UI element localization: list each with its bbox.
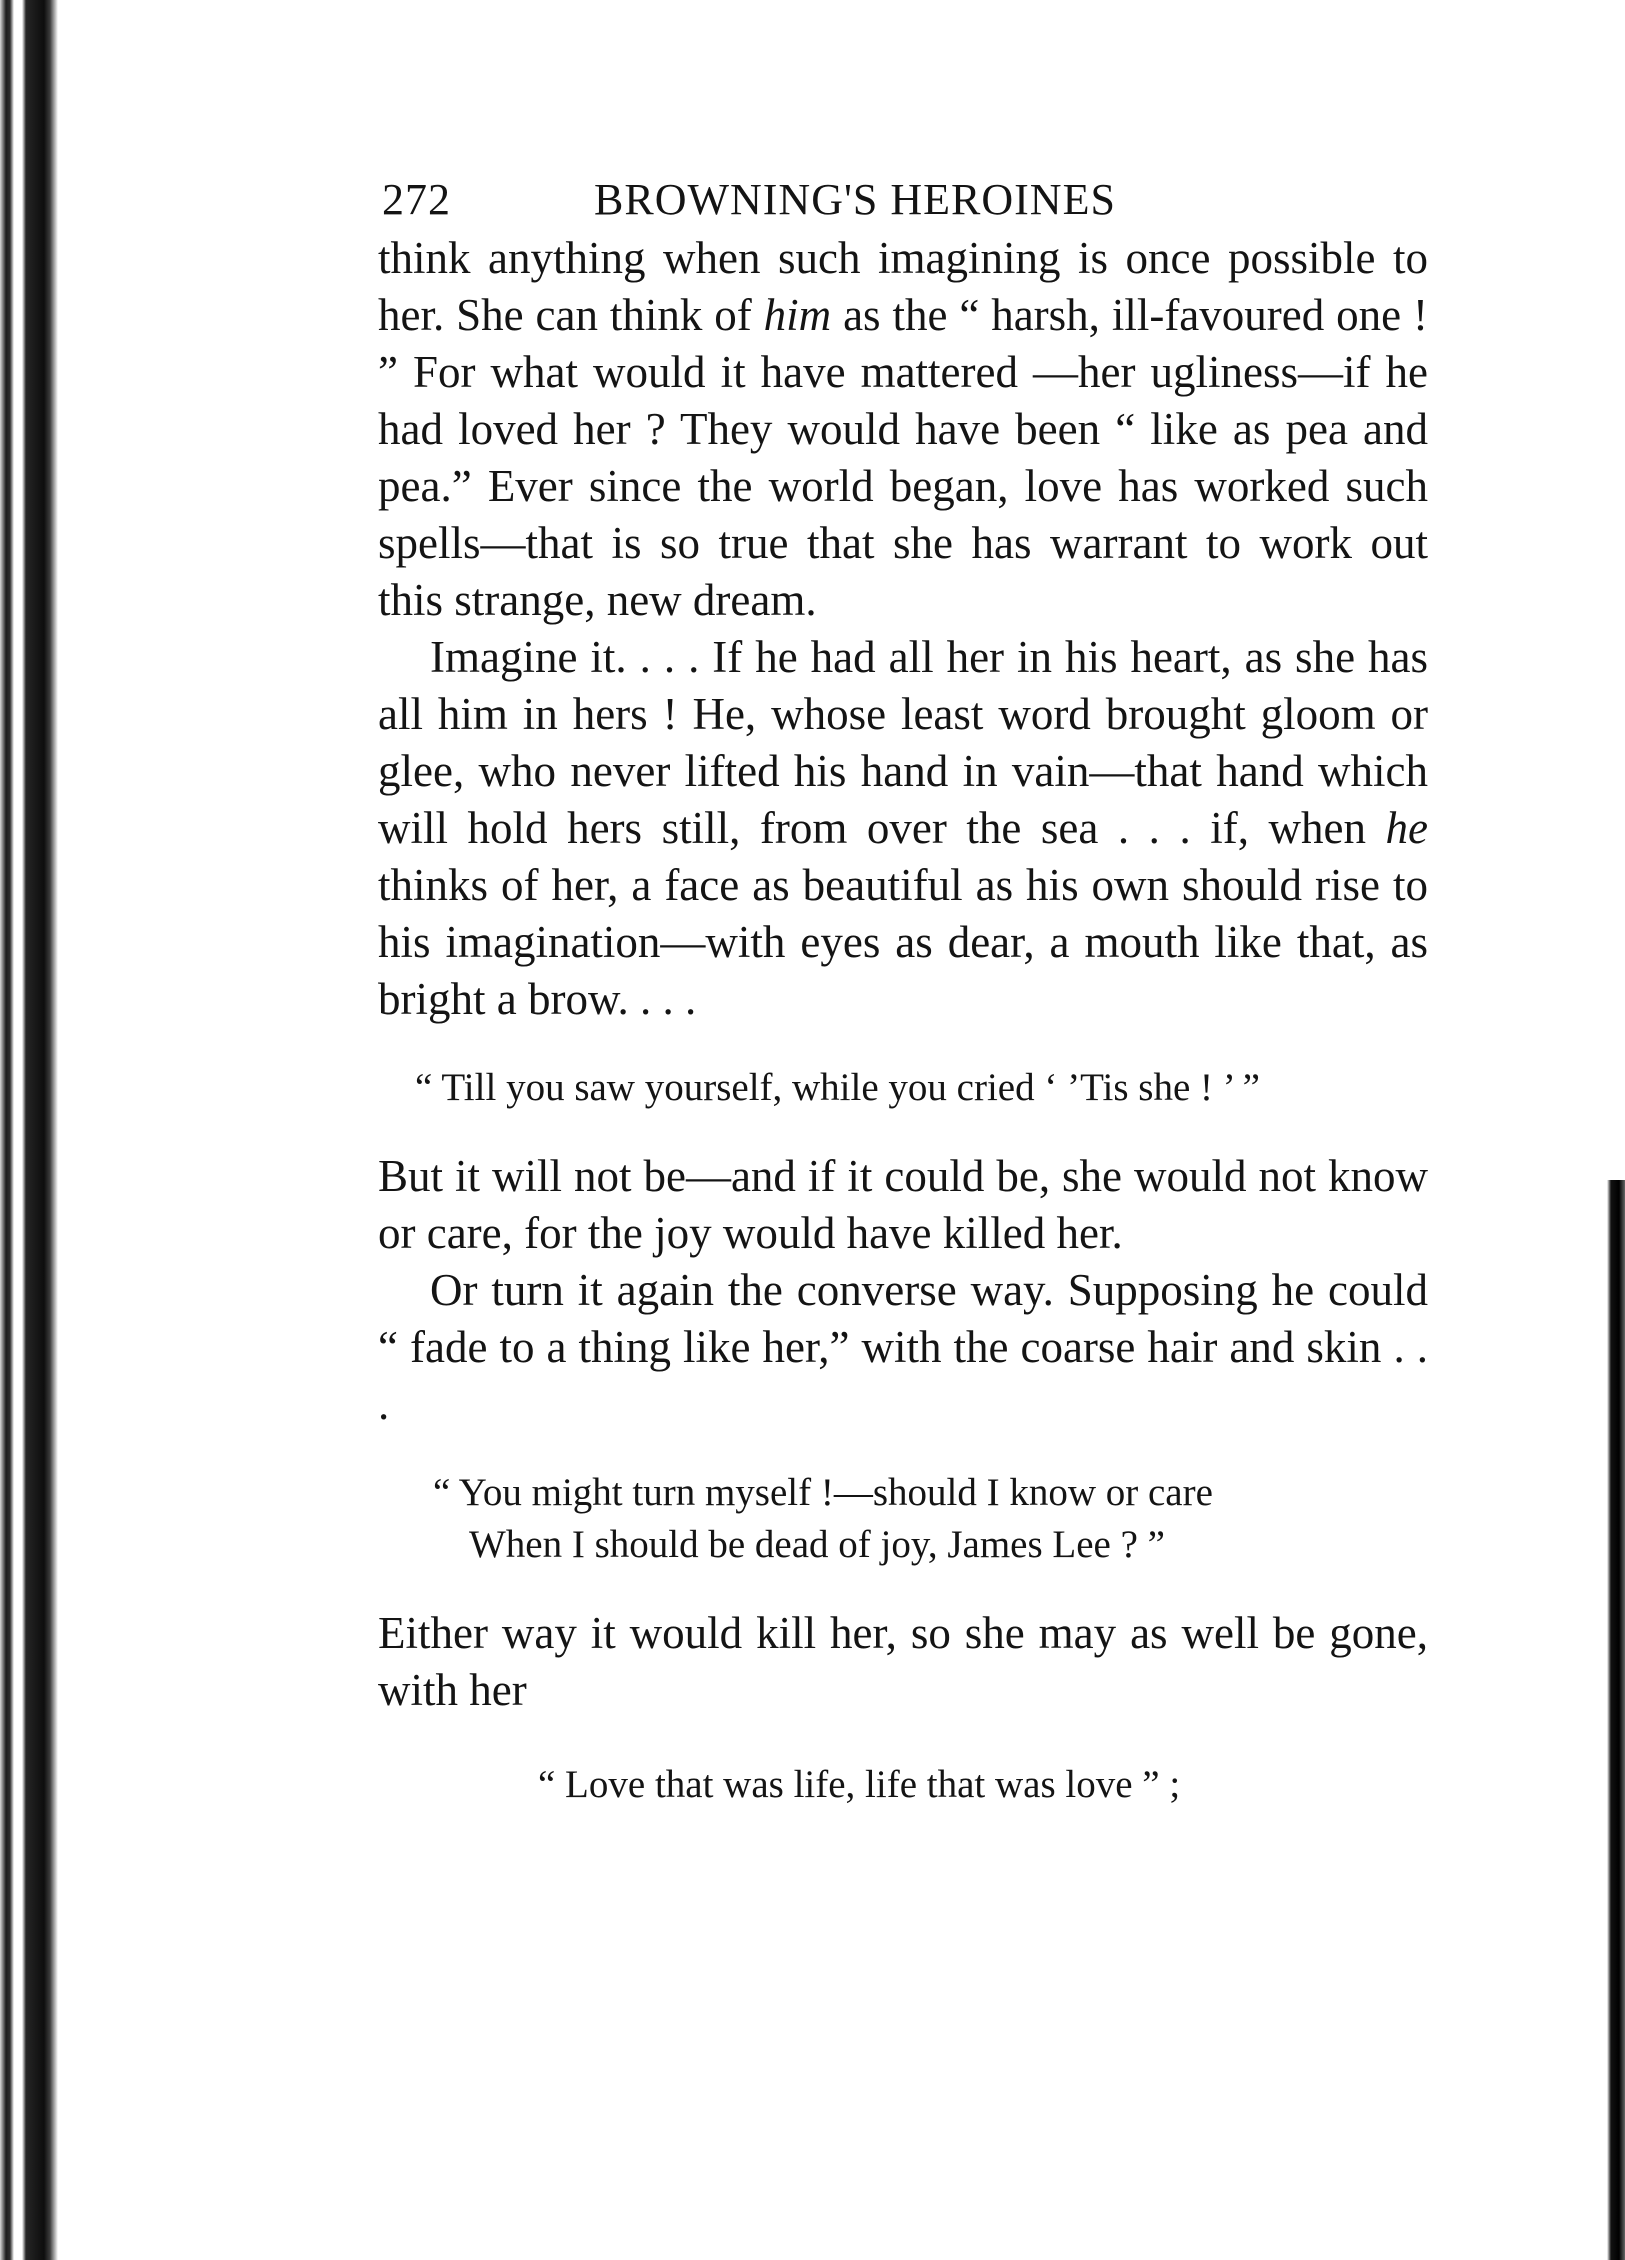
scan-edge-left — [0, 0, 58, 2260]
paragraph-1: think anything when such imagining is once possible to her. She can think of him as the “ harsh, ill-favoured one ! ” For what would it have mattered —her ugliness—if he had loved her ? They would have been “ like as pea and pea.” Ever since the world began, love has worked such spells—that is so true that she has warrant to work out this strange, new dream. — [378, 233, 1428, 625]
page-number: 272 — [382, 175, 451, 224]
paragraph-2: Imagine it. . . . If he had all her in his heart, as she has all him in hers ! He, whose least word brought gloom or glee, who never lifted his hand in vain—that hand which will hold hers still, from over the sea . . . if, when he thinks of her, a face as beautiful as his own should rise to his imagination—with eyes as dear, a mouth like that, as bright a brow. . . . — [378, 632, 1428, 1024]
book-page — [378, 170, 1428, 1811]
italic-he: he — [1385, 803, 1428, 853]
quote-line-2: When I should be dead of joy, James Lee ? ” — [469, 1523, 1165, 1566]
paragraph-5: Either way it would kill her, so she may as well be gone, with her — [378, 1608, 1428, 1715]
paragraph-4: Or turn it again the converse way. Supposing he could “ fade to a thing like her,” with the coarse hair and skin . . . — [378, 1265, 1428, 1429]
italic-him: him — [763, 290, 832, 340]
block-quote-3: “ Love that was life, life that was love ” ; — [538, 1763, 1181, 1806]
scan-edge-right-mask — [1595, 0, 1625, 1180]
paragraph-3: But it will not be—and if it could be, she would not know or care, for the joy would have killed her. — [378, 1151, 1428, 1258]
running-header — [378, 170, 1428, 230]
block-quote-1: “ Till you saw yourself, while you cried ‘ ’Tis she ! ’ ” — [415, 1066, 1260, 1109]
block-quote-2 — [378, 1467, 1428, 1571]
running-title: BROWNING'S HEROINES — [594, 175, 1116, 224]
quote-line-1: “ You might turn myself !—should I know or care — [433, 1471, 1213, 1514]
